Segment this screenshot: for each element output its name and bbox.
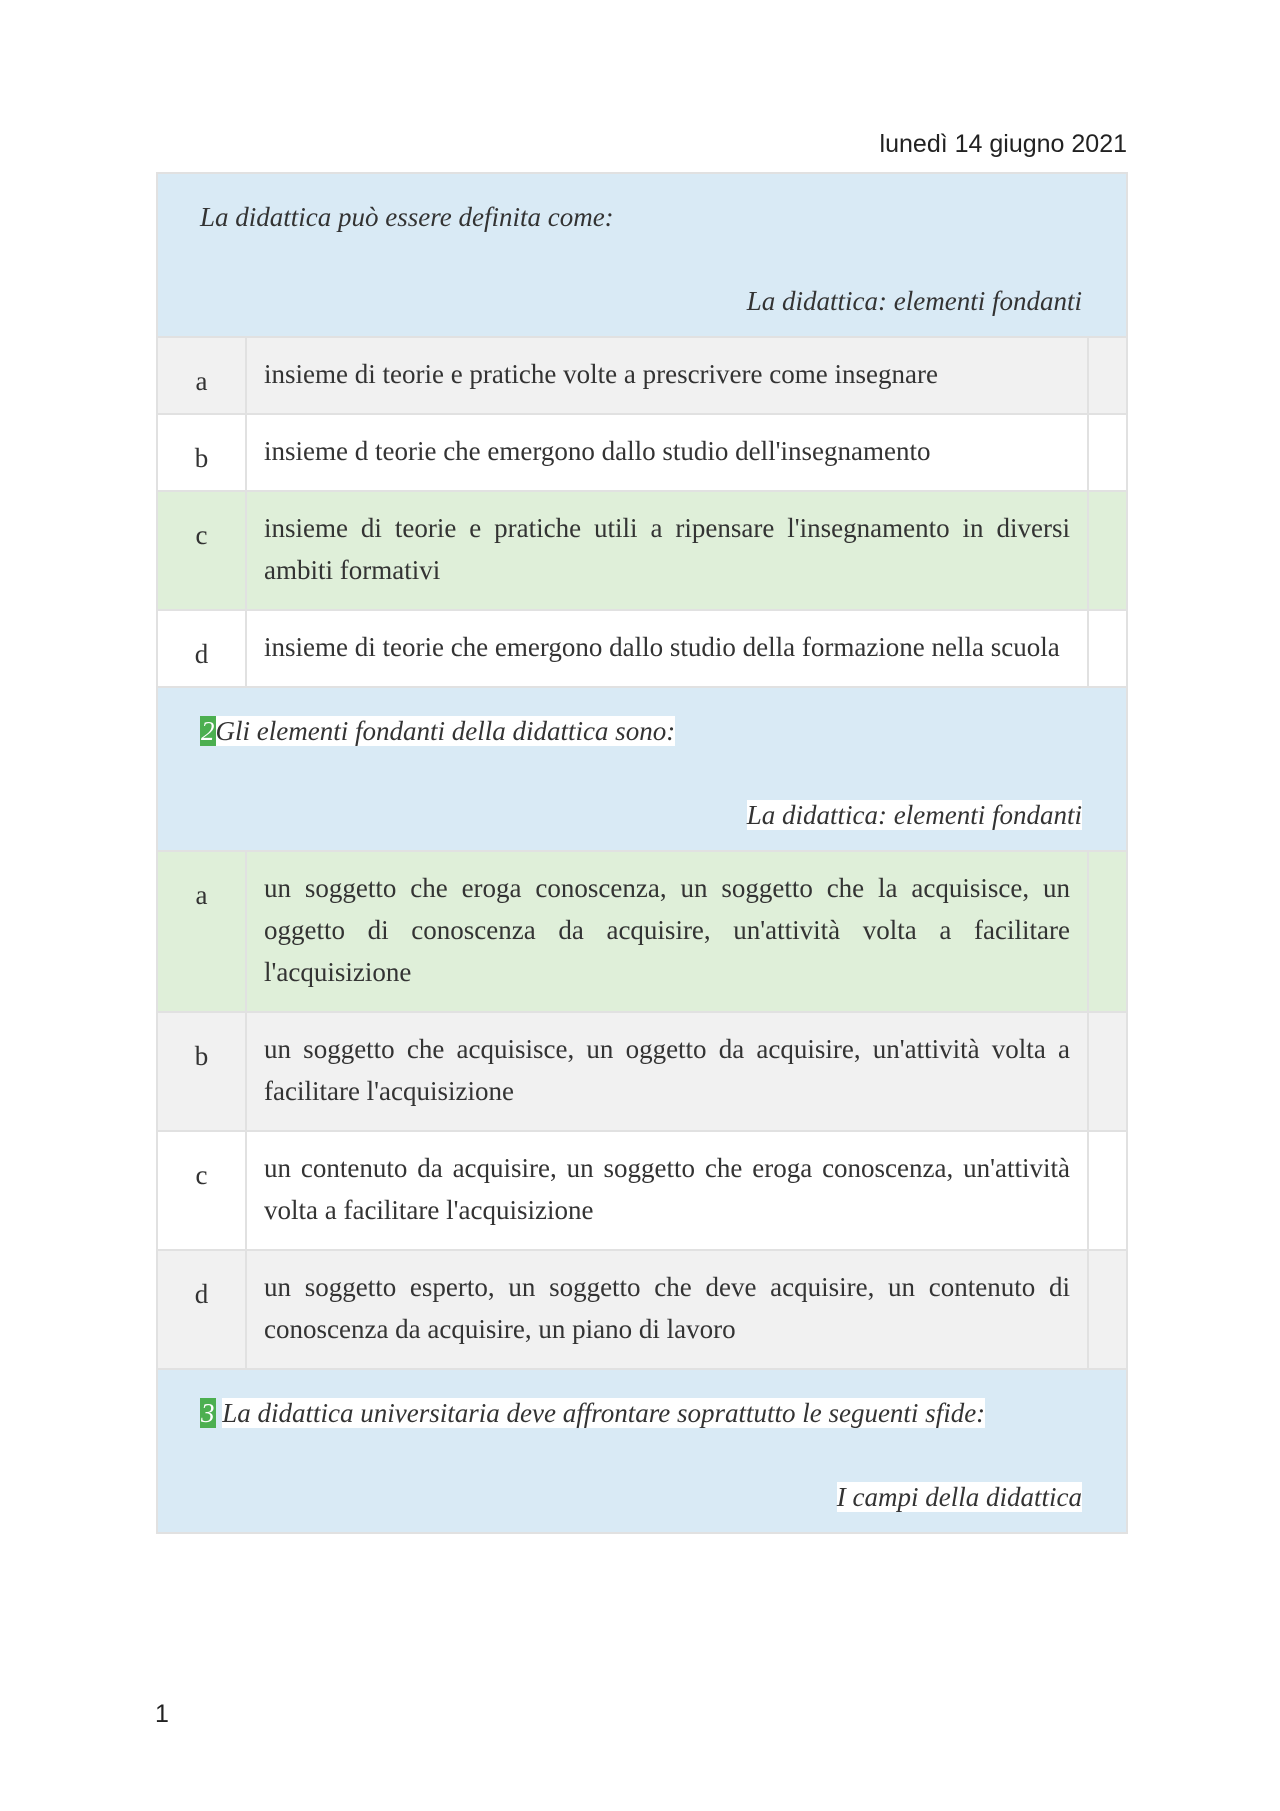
answer-gutter: [1088, 1012, 1127, 1131]
question-text: La didattica universitaria deve affrontare soprattutto le seguenti sfide:: [222, 1398, 986, 1428]
answer-gutter: [1088, 610, 1127, 687]
answer-letter: d: [157, 1250, 246, 1369]
question-text-wrap: [200, 1392, 1082, 1434]
answer-text: un soggetto che acquisisce, un oggetto da acquisire, un'attività volta a facilitare l'acquisizione: [246, 1012, 1088, 1131]
answer-gutter: [1088, 337, 1127, 414]
question-topic: La didattica: elementi fondanti: [746, 800, 1082, 830]
answer-row-correct[interactable]: [157, 491, 1127, 610]
answer-row[interactable]: [157, 1012, 1127, 1131]
question-row: [157, 687, 1127, 851]
document-date: lunedì 14 giugno 2021: [879, 130, 1127, 158]
question-text: Gli elementi fondanti della didattica sono:: [215, 716, 676, 746]
answer-text: insieme di teorie e pratiche utili a ripensare l'insegnamento in diversi ambiti formativi: [246, 491, 1088, 610]
question-topic-wrap: [200, 1476, 1082, 1518]
question-topic: La didattica: elementi fondanti: [746, 286, 1082, 316]
answer-letter: d: [157, 610, 246, 687]
answer-gutter: [1088, 414, 1127, 491]
question-row: [157, 1369, 1127, 1533]
answer-text: un contenuto da acquisire, un soggetto che eroga conoscenza, un'attività volta a facilitare l'acquisizione: [246, 1131, 1088, 1250]
answer-letter: a: [157, 337, 246, 414]
answer-row-correct[interactable]: [157, 851, 1127, 1012]
answer-letter: a: [157, 851, 246, 1012]
answer-letter: b: [157, 1012, 246, 1131]
answer-gutter: [1088, 1131, 1127, 1250]
question-number-badge: 2: [201, 716, 215, 746]
answer-gutter: [1088, 851, 1127, 1012]
answer-letter: b: [157, 414, 246, 491]
answer-text: insieme di teorie che emergono dallo studio della formazione nella scuola: [246, 610, 1088, 687]
page-number: 1: [155, 1700, 169, 1728]
answer-row[interactable]: [157, 1131, 1127, 1250]
question-text: La didattica può essere definita come:: [200, 202, 614, 232]
answer-letter: c: [157, 1131, 246, 1250]
question-topic-wrap: [200, 794, 1082, 836]
answer-row[interactable]: [157, 610, 1127, 687]
answer-text: un soggetto che eroga conoscenza, un soggetto che la acquisisce, un oggetto di conoscenza da acquisire, un'attività volta a facilitare l'acquisizione: [246, 851, 1088, 1012]
question-number-badge: 3: [201, 1398, 215, 1428]
answer-row[interactable]: [157, 337, 1127, 414]
answer-row[interactable]: [157, 1250, 1127, 1369]
answer-text: insieme di teorie e pratiche volte a prescrivere come insegnare: [246, 337, 1088, 414]
answer-text: un soggetto esperto, un soggetto che deve acquisire, un contenuto di conoscenza da acquisire, un piano di lavoro: [246, 1250, 1088, 1369]
question-text-wrap: [200, 710, 1082, 752]
answer-letter: c: [157, 491, 246, 610]
question-cell: [157, 1369, 1127, 1533]
answer-gutter: [1088, 491, 1127, 610]
answer-gutter: [1088, 1250, 1127, 1369]
answer-row[interactable]: [157, 414, 1127, 491]
answer-text: insieme d teorie che emergono dallo studio dell'insegnamento: [246, 414, 1088, 491]
question-cell: [157, 687, 1127, 851]
quiz-table: [156, 172, 1128, 1534]
question-row: [157, 173, 1127, 337]
question-cell: [157, 173, 1127, 337]
question-topic: I campi della didattica: [836, 1482, 1082, 1512]
